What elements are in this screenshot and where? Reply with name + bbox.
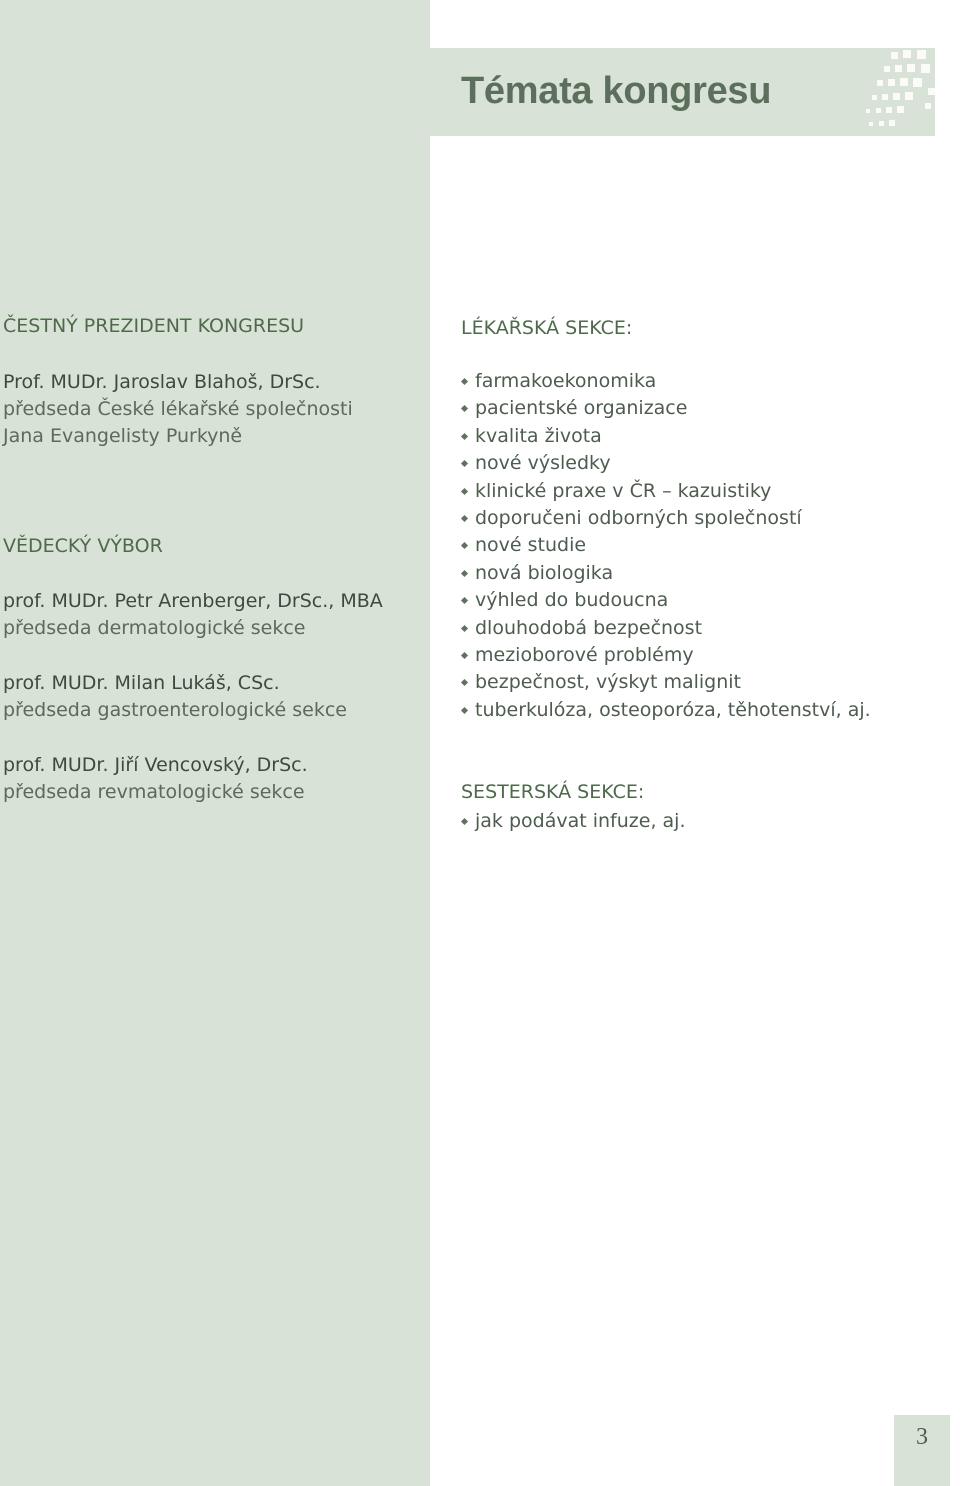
bullet-icon (461, 405, 468, 412)
left-panel (0, 0, 430, 1486)
bullet-icon (461, 652, 468, 659)
bullet-icon (461, 818, 468, 825)
bullet-icon (461, 679, 468, 686)
list-item: doporučeni odborných společností (461, 505, 871, 532)
list-item: klinické praxe v ČR – kazuistiky (461, 478, 871, 505)
page-number-box (894, 1415, 950, 1486)
list-item: kvalita života (461, 423, 871, 450)
list-item: nové studie (461, 532, 871, 559)
list-item: mezioborové problémy (461, 642, 871, 669)
bullet-icon (461, 433, 468, 440)
bullet-icon (461, 488, 468, 495)
honorary-president-role: předseda České lékařské společnosti (3, 398, 353, 420)
medical-topics-list (461, 368, 871, 724)
member-name: prof. MUDr. Jiří Vencovský, DrSc. (3, 754, 308, 776)
list-item: nová biologika (461, 560, 871, 587)
bullet-icon (461, 597, 468, 604)
member-role: předseda gastroenterologické sekce (3, 699, 347, 721)
list-item: bezpečnost, výskyt malignit (461, 669, 871, 696)
member-name: prof. MUDr. Petr Arenberger, DrSc., MBA (3, 590, 383, 612)
list-item: tuberkulóza, osteoporóza, těhotenství, aj. (461, 697, 871, 724)
bullet-icon (461, 625, 468, 632)
nursing-topics-list (461, 808, 685, 835)
nursing-section-heading: SESTERSKÁ SEKCE: (461, 781, 645, 803)
bullet-icon (461, 570, 468, 577)
page-title: Témata kongresu (461, 70, 772, 112)
member-name: prof. MUDr. Milan Lukáš, CSc. (3, 672, 280, 694)
medical-section-heading: LÉKAŘSKÁ SEKCE: (461, 317, 633, 339)
bullet-icon (461, 542, 468, 549)
committee-heading: VĚDECKÝ VÝBOR (3, 535, 163, 557)
member-role: předseda revmatologické sekce (3, 781, 305, 803)
dot-pattern-decoration (745, 48, 935, 136)
honorary-president-heading: ČESTNÝ PREZIDENT KONGRESU (3, 315, 305, 337)
list-item: pacientské organizace (461, 395, 871, 422)
list-item: jak podávat infuze, aj. (461, 808, 685, 835)
bullet-icon (461, 707, 468, 714)
bullet-icon (461, 460, 468, 467)
honorary-president-role-cont: Jana Evangelisty Purkyně (3, 425, 243, 447)
page-number: 3 (916, 1424, 928, 1450)
honorary-president-name: Prof. MUDr. Jaroslav Blahoš, DrSc. (3, 371, 321, 393)
list-item: dlouhodobá bezpečnost (461, 615, 871, 642)
list-item: výhled do budoucna (461, 587, 871, 614)
list-item: farmakoekonomika (461, 368, 871, 395)
member-role: předseda dermatologické sekce (3, 617, 306, 639)
list-item: nové výsledky (461, 450, 871, 477)
bullet-icon (461, 515, 468, 522)
bullet-icon (461, 378, 468, 385)
